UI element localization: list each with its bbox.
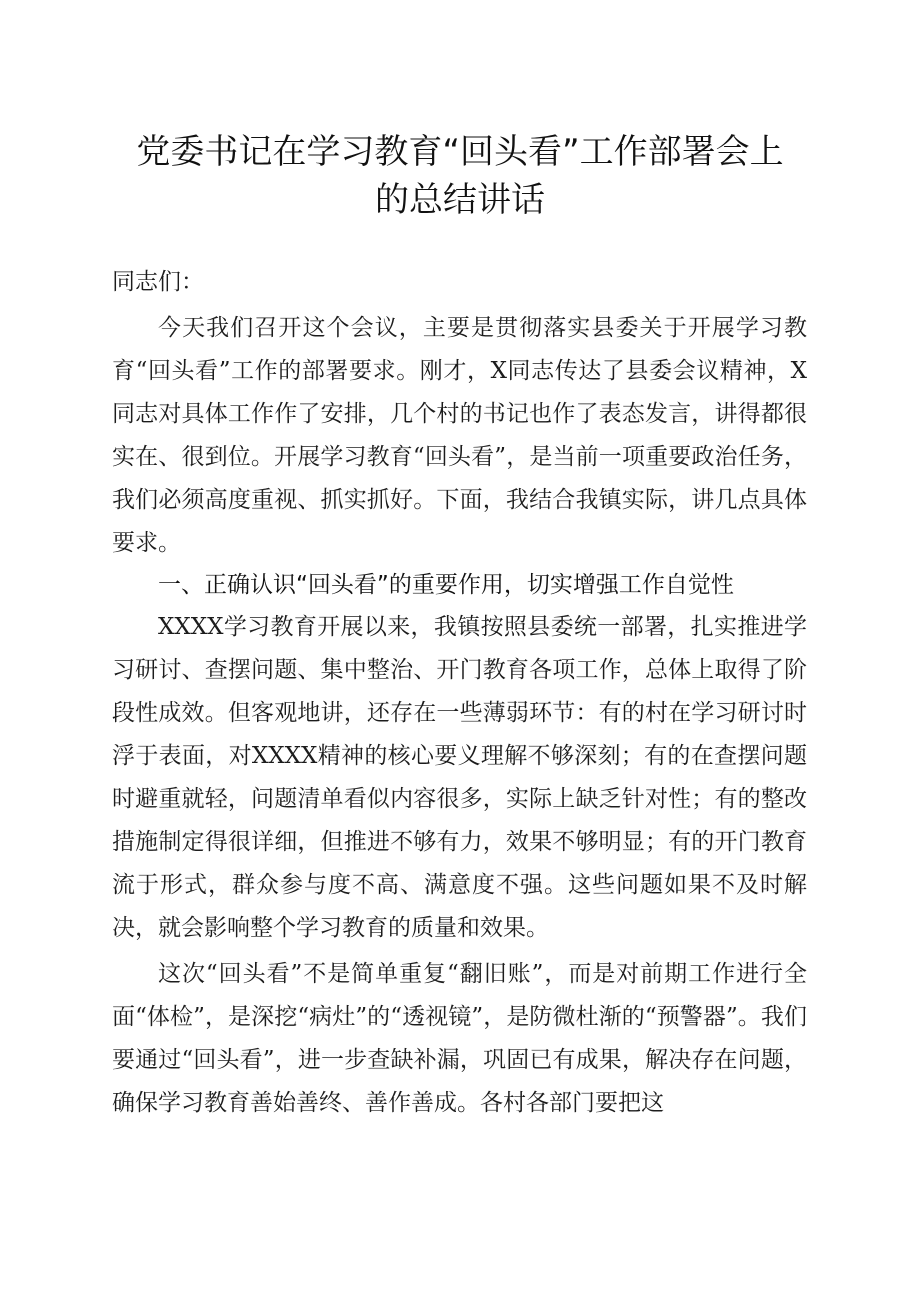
- paragraph-section1-a: XXXX学习教育开展以来，我镇按照县委统一部署，扎实推进学习研讨、查摆问题、集中整治、开门教育各项工作，总体上取得了阶段性成效。但客观地讲，还存在一些薄弱环节：有的村在学习研讨时浮于表面，对XXXX精神的核心要义理解不够深刻；有的在查摆问题时避重就轻，问题清单看似内容很多，实际上缺乏针对性；有的整改措施制定得很详细，但推进不够有力，效果不够明显；有的开门教育流于形式，群众参与度不高、满意度不强。这些问题如果不及时解决，就会影响整个学习教育的质量和效果。: [112, 614, 807, 941]
- paragraph-section1-b: 这次“回头看”不是简单重复“翻旧账”，而是对前期工作进行全面“体检”，是深挖“病灶”的“透视镜”，是防微杜渐的“预警器”。我们要通过“回头看”，进一步查缺补漏，巩固已有成果，解决存在问题，确保学习教育善始善终、善作善成。各村各部门要把这: [112, 961, 807, 1116]
- title-line-2: 的总结讲话: [375, 180, 545, 220]
- paragraph-intro: 今天我们召开这个会议，主要是贯彻落实县委关于开展学习教育“回头看”工作的部署要求。刚才，X同志传达了县委会议精神，X同志对具体工作作了安排，几个村的书记也作了表态发言，讲得都很实在、很到位。开展学习教育“回头看”，是当前一项重要政治任务，我们必须高度重视、抓实抓好。下面，我结合我镇实际，讲几点具体要求。: [112, 315, 807, 556]
- salutation: 同志们：: [112, 269, 204, 295]
- title-line-1: 党委书记在学习教育“回头看”工作部署会上: [136, 132, 784, 172]
- section-heading-1: 一、正确认识“回头看”的重要作用，切实增强工作自觉性: [158, 572, 734, 598]
- document-title: [110, 128, 810, 224]
